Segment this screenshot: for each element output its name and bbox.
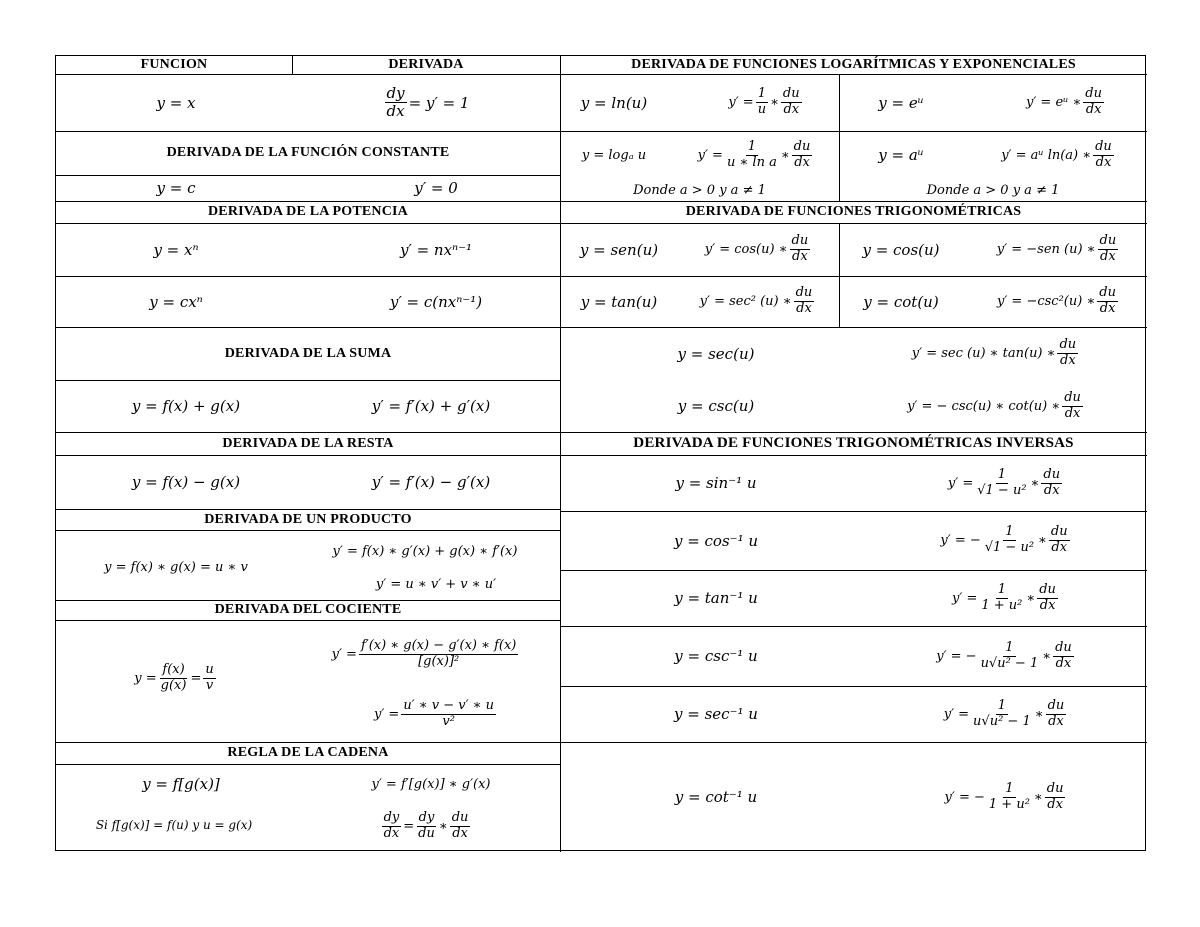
header-resta: DERIVADA DE LA RESTA (222, 435, 394, 451)
difference-derivative: y′ = f′(x) − g′(x) (371, 473, 491, 491)
frac-num: 1 (1005, 780, 1014, 796)
chain-note: Si f[g(x)] = f(u) y u = g(x) (95, 818, 253, 832)
frac-num: du (1085, 86, 1102, 102)
asin-function: y = sin⁻¹ u (675, 474, 757, 492)
power-function: y = xⁿ (153, 240, 199, 259)
asec-derivative (891, 686, 1121, 742)
frac-den: √1 − u² (977, 482, 1027, 498)
const-derivative: y′ = 0 (414, 179, 458, 197)
au-function: y = aᵘ (878, 146, 924, 164)
frac-den: dx (1043, 482, 1060, 498)
header-trig-inv: DERIVADA DE FUNCIONES TRIGONOMÉTRICAS INVERSAS (633, 435, 1074, 451)
yprime-neg: y′ = − (936, 648, 977, 664)
frac-num: dy (383, 809, 400, 825)
yprime: y′ = (947, 475, 974, 491)
atan-derivative (896, 570, 1116, 626)
tan-derivative (678, 276, 838, 327)
sec-derivative (876, 327, 1116, 380)
yprime-neg: y′ = − (944, 789, 985, 805)
frac-num: u′ ∗ v − v′ ∗ u (403, 697, 495, 713)
header-producto: DERIVADA DE UN PRODUCTO (204, 511, 412, 527)
chain-leibniz (346, 804, 506, 848)
power-derivative: y′ = nxⁿ⁻¹ (399, 240, 473, 259)
frac-den: v² (442, 713, 455, 729)
frac-den: dx (796, 301, 812, 316)
acot-function: y = cot⁻¹ u (674, 788, 758, 806)
quotient-derivative-2 (336, 686, 536, 742)
identity-rhs: = y′ = 1 (408, 93, 470, 112)
yprime: y′ = (728, 95, 754, 110)
frac-num: 1 (997, 581, 1007, 597)
times: ∗ (770, 95, 779, 110)
yprime: y′ = (943, 706, 970, 722)
log-a-condition: Donde a > 0 y a ≠ 1 (633, 182, 766, 198)
header-potencia: DERIVADA DE LA POTENCIA (208, 204, 408, 219)
frac-num: 1 (757, 86, 767, 102)
ln-derivative (696, 74, 836, 131)
cot-derivative (971, 276, 1146, 327)
chain-derivative: y′ = f′[g(x)] ∗ g′(x) (371, 776, 491, 792)
power-c-derivative: y′ = c(nxⁿ⁻¹) (389, 292, 483, 311)
sum-function: y = f(x) + g(x) (131, 397, 241, 415)
exp-function: y = eᵘ (878, 93, 924, 112)
ln-function: y = ln(u) (580, 93, 648, 112)
times: ∗ (1034, 706, 1044, 722)
acsc-derivative (886, 626, 1126, 686)
yprime: y′ = (331, 646, 357, 662)
product-function: y = f(x) ∗ g(x) = u ∗ v (104, 559, 248, 575)
frac-num: du (451, 809, 469, 825)
header-suma: DERIVADA DE LA SUMA (224, 345, 392, 361)
product-derivative-1: y′ = f(x) ∗ g′(x) + g(x) ∗ f′(x) (332, 543, 518, 559)
header-trig: DERIVADA DE FUNCIONES TRIGONOMÉTRICAS (685, 204, 1022, 219)
eq: = (190, 670, 202, 686)
quotient-function (96, 648, 256, 708)
frac-den: 1 + u² (988, 796, 1030, 812)
sen-derivative (681, 223, 836, 276)
frac-num: u (205, 661, 214, 677)
frac-den: √1 − u² (984, 540, 1035, 555)
frac-den: dx (1047, 796, 1063, 812)
header-cadena: REGLA DE LA CADENA (227, 745, 389, 760)
header-cociente: DERIVADA DEL COCIENTE (214, 602, 402, 617)
frac-num: dy (386, 83, 405, 102)
frac-den: u√u² − 1 (980, 655, 1039, 671)
difference-function: y = f(x) − g(x) (131, 473, 241, 491)
frac-den: dx (386, 102, 405, 120)
sen-der-text: y′ = cos(u) ∗ (704, 242, 788, 257)
frac-num: du (1099, 285, 1116, 301)
frac-num: du (1043, 466, 1061, 482)
frac-num: du (1055, 639, 1072, 655)
tan-der-text: y′ = sec² (u) ∗ (699, 294, 792, 309)
frac-num: du (1099, 233, 1117, 249)
csc-derivative (871, 380, 1121, 432)
cot-der-text: y′ = −csc²(u) ∗ (997, 294, 1096, 309)
header-constante: DERIVADA DE LA FUNCIÓN CONSTANTE (166, 145, 450, 160)
y-eq: y = (134, 670, 157, 686)
times: ∗ (780, 147, 790, 163)
cos-der-text: y′ = −sen (u) ∗ (996, 242, 1096, 257)
log-a-function: y = logₐ u (581, 147, 647, 163)
tan-function: y = tan(u) (580, 292, 658, 311)
frac-den: [g(x)]² (418, 653, 460, 669)
yprime: y′ = (373, 706, 400, 722)
frac-den: dx (1048, 713, 1064, 729)
exp-der-text: y′ = eᵘ ∗ (1025, 95, 1082, 110)
cos-function: y = cos(u) (862, 240, 940, 259)
frac-num: du (793, 138, 811, 154)
sen-function: y = sen(u) (579, 240, 659, 259)
frac-den: dx (1099, 301, 1116, 316)
asec-function: y = sec⁻¹ u (674, 705, 758, 723)
frac-den: dx (1055, 655, 1072, 671)
frac-den: dx (1095, 154, 1112, 170)
yprime-neg: y′ = − (940, 533, 981, 548)
frac-den: dx (1100, 249, 1116, 264)
frac-num: du (1046, 780, 1064, 796)
frac-num: 1 (1005, 639, 1014, 655)
identity-derivative (326, 74, 526, 131)
product-derivative-2: y′ = u ∗ v′ + v ∗ u′ (375, 576, 497, 592)
frac-den: u ∗ ln a (726, 154, 777, 170)
frac-num: du (782, 86, 800, 102)
times: ∗ (1042, 648, 1052, 664)
power-c-function: y = cxⁿ (149, 292, 203, 311)
frac-den: dx (1085, 102, 1102, 117)
csc-function: y = csc(u) (677, 397, 755, 415)
frac-num: du (1039, 581, 1056, 597)
times: ∗ (1030, 475, 1040, 491)
au-der-text: y′ = aᵘ ln(a) ∗ (1001, 147, 1092, 163)
frac-den: dx (783, 102, 800, 117)
exp-derivative (986, 74, 1146, 131)
frac-den: v (205, 677, 214, 693)
chain-function: y = f[g(x)] (142, 775, 220, 793)
frac-den: g(x) (160, 677, 187, 693)
frac-den: u√u² − 1 (973, 713, 1031, 729)
times: ∗ (438, 818, 448, 834)
frac-num: du (795, 285, 813, 301)
frac-num: dy (418, 809, 435, 825)
atan-function: y = tan⁻¹ u (674, 589, 758, 607)
au-derivative (971, 131, 1146, 179)
frac-num: du (1050, 524, 1068, 540)
header-log-exp: DERIVADA DE FUNCIONES LOGARÍTMICAS Y EXPONENCIALES (631, 57, 1076, 72)
yprime: y′ = (697, 147, 723, 163)
frac-num: 1 (1005, 524, 1014, 540)
acos-function: y = cos⁻¹ u (673, 531, 759, 550)
divider (56, 530, 560, 531)
frac-num: f(x) (162, 661, 185, 677)
cos-derivative (971, 223, 1146, 276)
sum-derivative: y′ = f′(x) + g′(x) (371, 397, 491, 415)
frac-den: 1 + u² (981, 597, 1023, 613)
divider (56, 620, 560, 621)
header-derivada: DERIVADA (388, 57, 464, 72)
times: ∗ (1033, 789, 1043, 805)
frac-den: dx (1060, 353, 1076, 368)
frac-num: du (1047, 697, 1065, 713)
frac-den: dx (792, 249, 808, 264)
cot-function: y = cot(u) (863, 292, 939, 311)
acsc-function: y = csc⁻¹ u (674, 647, 758, 665)
divider (56, 764, 560, 765)
frac-num: du (1064, 389, 1081, 405)
frac-den: dx (1039, 597, 1056, 613)
au-condition: Donde a > 0 y a ≠ 1 (926, 182, 1060, 198)
acos-derivative (886, 511, 1126, 570)
frac-den: dx (1051, 540, 1068, 555)
derivatives-table (55, 55, 1146, 851)
times: ∗ (1038, 533, 1047, 548)
frac-den: dx (1064, 405, 1081, 421)
identity-function: y = x (156, 93, 196, 112)
frac-num: 1 (997, 466, 1007, 482)
yprime: y′ = (952, 590, 978, 606)
frac-den: dx (383, 825, 400, 841)
frac-num: f′(x) ∗ g(x) − g′(x) ∗ f(x) (360, 637, 517, 653)
frac-den: u (757, 102, 767, 117)
frac-num: 1 (997, 697, 1007, 713)
sec-function: y = sec(u) (677, 344, 755, 363)
header-funcion: FUNCION (140, 57, 208, 72)
frac-den: dx (452, 825, 468, 841)
sec-der-text: y′ = sec (u) ∗ tan(u) ∗ (911, 346, 1056, 361)
frac-den: dx (794, 154, 810, 170)
log-a-derivative (676, 131, 836, 179)
frac-num: du (791, 233, 809, 249)
acot-derivative (891, 742, 1121, 852)
quotient-derivative-1 (294, 624, 558, 684)
divider (839, 223, 840, 327)
frac-den: du (418, 825, 435, 841)
frac-num: 1 (747, 138, 757, 154)
frac-num: du (1059, 337, 1077, 353)
const-function: y = c (156, 179, 196, 197)
frac-num: du (1095, 138, 1112, 154)
eq: = (403, 818, 415, 834)
csc-der-text: y′ = − csc(u) ∗ cot(u) ∗ (907, 398, 1061, 414)
asin-derivative (896, 455, 1116, 511)
times: ∗ (1026, 590, 1036, 606)
